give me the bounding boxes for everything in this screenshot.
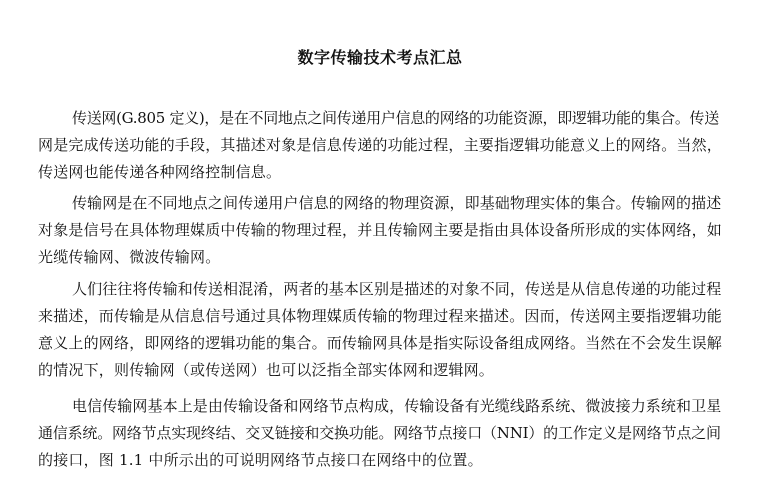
document-title: 数字传输技术考点汇总 [297, 48, 463, 67]
paragraph-3-line-4: 的情况下，则传输网（或传送网）也可以泛指全部实体网和逻辑网。 [38, 361, 495, 379]
paragraph-1-line-1: 传送网(G.805 定义)，是在不同地点之间传递用户信息的网络的功能资源，即逻辑功能的集合。传送 [72, 109, 719, 127]
paragraph-4-line-3: 的接口，图 1.1 中所示出的可说明网络节点接口在网络中的位置。 [38, 451, 483, 469]
paragraph-2-line-3: 光缆传输网、微波传输网。 [38, 248, 221, 266]
paragraph-1-line-3: 传送网也能传递各种网络控制信息。 [38, 163, 282, 181]
paragraph-2-line-2: 对象是信号在具体物理媒质中传输的物理过程，并且传输网主要是指由具体设备所形成的实体网络，如 [38, 221, 723, 239]
paragraph-3-line-1: 人们往往将传输和传送相混淆，两者的基本区别是描述的对象不同，传送是从信息传递的功能过程 [72, 280, 722, 298]
paragraph-3-line-3: 意义上的网络，即网络的逻辑功能的集合。而传输网具体是指实际设备组成网络。当然在不会发生误解 [38, 334, 723, 352]
paragraph-4-line-2: 通信系统。网络节点实现终结、交叉链接和交换功能。网络节点接口（NNI）的工作定义是网络节点之间 [38, 424, 721, 442]
paragraph-2-line-1: 传输网是在不同地点之间传递用户信息的网络的物理资源，即基础物理实体的集合。传输网的描述 [72, 194, 722, 212]
paragraph-1-line-2: 网是完成传送功能的手段，其描述对象是信息传递的功能过程，主要指逻辑功能意义上的网络。当然， [38, 136, 723, 154]
paragraph-3-line-2: 来描述，而传输是从信息信号通过具体物理媒质传输的物理过程来描述。因而，传送网主要指逻辑功能 [38, 307, 723, 325]
paragraph-4-line-1: 电信传输网基本上是由传输设备和网络节点构成，传输设备有光缆线路系统、微波接力系统和卫星 [72, 397, 722, 415]
